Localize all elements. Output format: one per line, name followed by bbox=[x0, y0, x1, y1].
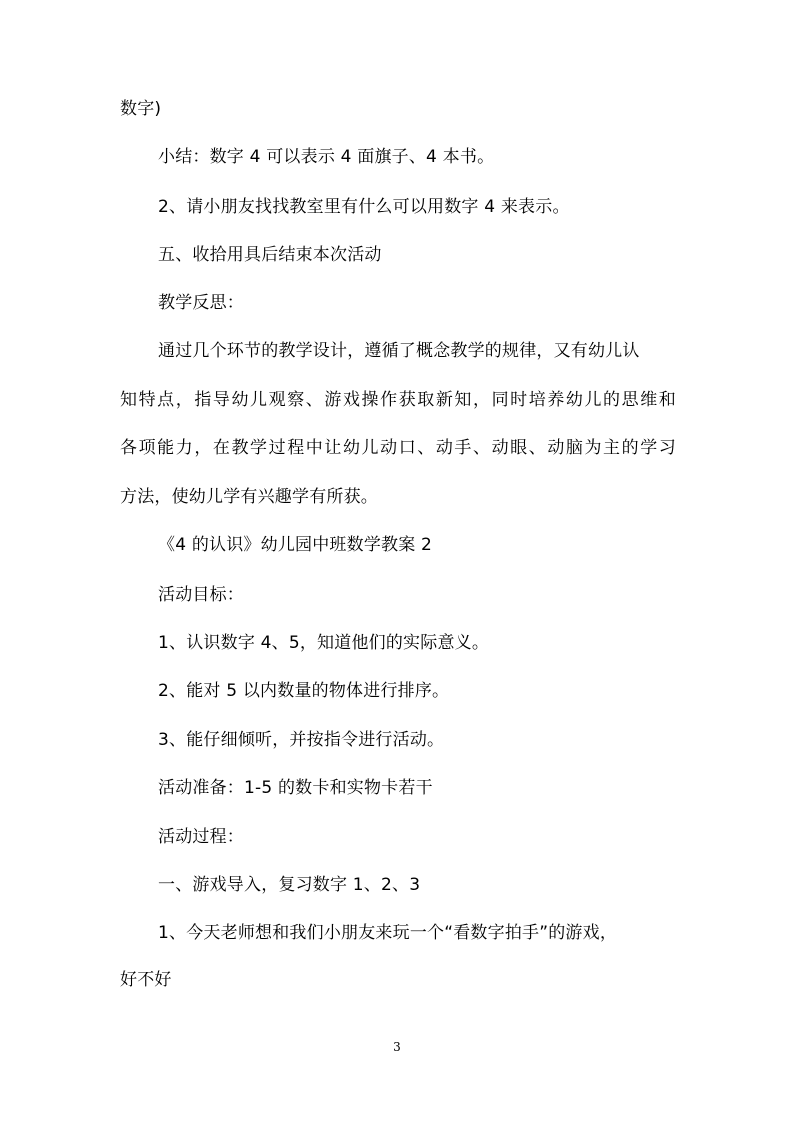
lesson-plan-2-title: 《4 的认识》幼儿园中班数学教案 2 bbox=[158, 535, 433, 555]
reflection-paragraph-line-3: 各项能力，在教学过程中让幼儿动口、动手、动眼、动脑为主的学习 bbox=[120, 438, 676, 458]
section-5-heading: 五、收拾用具后结束本次活动 bbox=[158, 245, 382, 265]
reflection-paragraph-line-1: 通过几个环节的教学设计，遵循了概念教学的规律，又有幼儿认 bbox=[158, 341, 640, 361]
page-number: 3 bbox=[393, 1040, 401, 1054]
goal-2: 2、能对 5 以内数量的物体进行排序。 bbox=[158, 681, 450, 701]
text-line-continuation: 数字) bbox=[120, 99, 162, 119]
process-step-1-heading: 一、游戏导入，复习数字 1、2、3 bbox=[158, 875, 421, 895]
step-2-paragraph: 2、请小朋友找找教室里有什么可以用数字 4 来表示。 bbox=[158, 197, 570, 217]
activity-goals-heading: 活动目标： bbox=[158, 585, 244, 605]
goal-1: 1、认识数字 4、5，知道他们的实际意义。 bbox=[158, 633, 490, 653]
summary-paragraph: 小结：数字 4 可以表示 4 面旗子、4 本书。 bbox=[158, 147, 495, 167]
process-step-1-paragraph-line-2: 好不好 bbox=[120, 970, 172, 990]
goal-3: 3、能仔细倾听，并按指令进行活动。 bbox=[158, 730, 445, 750]
activity-process-heading: 活动过程： bbox=[158, 827, 244, 847]
reflection-paragraph-line-4: 方法，使幼儿学有兴趣学有所获。 bbox=[120, 487, 378, 507]
reflection-paragraph-line-2: 知特点，指导幼儿观察、游戏操作获取新知，同时培养幼儿的思维和 bbox=[120, 390, 676, 410]
reflection-heading: 教学反思： bbox=[158, 293, 244, 313]
activity-preparation: 活动准备：1-5 的数卡和实物卡若干 bbox=[158, 778, 433, 798]
process-step-1-paragraph-line-1: 1、今天老师想和我们小朋友来玩一个“看数字拍手”的游戏， bbox=[158, 923, 618, 943]
